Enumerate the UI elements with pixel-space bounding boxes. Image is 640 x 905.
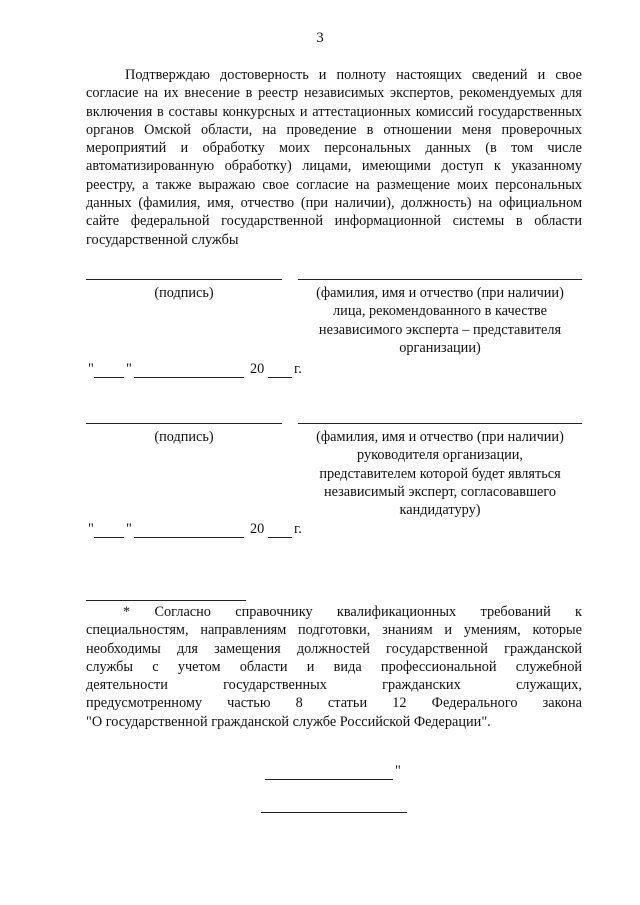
day-blank — [94, 537, 124, 538]
full-name-caption — [298, 284, 582, 357]
caption-line: организации) — [399, 339, 481, 356]
month-blank — [134, 537, 244, 538]
footnote-line: службы с учетом области и вида профессиональной служебной — [86, 658, 582, 675]
footnote-line: специальностям, направлениям подготовки, знаниям и умениям, которые — [86, 622, 582, 639]
closing-quote: " — [395, 763, 401, 779]
year-prefix: 20 — [250, 521, 265, 537]
footnote-separator — [86, 600, 246, 601]
footnote-line: "О государственной гражданской службе Российской Федерации". — [86, 713, 491, 730]
closing-line — [265, 779, 393, 780]
footnote-line: предусмотренному частью 8 статьи 12 Федерального закона — [86, 695, 582, 712]
open-quote: " — [88, 361, 94, 377]
caption-line: представителем которой будет являться — [319, 465, 561, 482]
caption-line: независимый эксперт, согласовавшего — [323, 483, 557, 500]
year-suffix: г. — [294, 521, 302, 537]
footnote-first-line — [86, 603, 582, 621]
open-quote: " — [88, 521, 94, 537]
consent-paragraph: Подтверждаю достоверность и полноту настоящих сведений и свое согласие на их внесение в реестр независимых экспертов, рекомендуемых для включения в составы конкурсных и аттестационных комиссий государственных органов Омской области, на проведение в отношении меня проверочных мероприятий и обработку моих персональных данных (в том числе автоматизированную обработку) лицами, имеющими доступ к указанному реестру, а также выражаю свое согласие на размещение моих персональных данных (фамилия, имя, отчество (при наличии), должность) на официальном сайте федеральной государственной информационной системы в области государственной службы — [86, 67, 582, 248]
caption-line: независимого эксперта – представителя — [318, 321, 562, 338]
caption-line: (фамилия, имя и отчество (при наличии) — [316, 285, 564, 301]
footnote-marker: * — [123, 604, 131, 620]
year-blank — [268, 377, 292, 378]
date-field — [86, 361, 326, 381]
close-quote: " — [126, 521, 132, 537]
day-blank — [94, 377, 124, 378]
date-field — [86, 521, 326, 541]
full-name-line — [298, 423, 582, 424]
year-prefix: 20 — [250, 361, 265, 377]
footnote — [86, 603, 582, 731]
signature-caption: (подпись) — [154, 285, 214, 301]
full-name-line — [298, 279, 582, 280]
footnote-line: необходимы для замещения должностей государственной гражданской — [86, 640, 582, 657]
full-name-caption — [298, 428, 582, 519]
page-number: 3 — [316, 30, 324, 46]
year-blank — [268, 537, 292, 538]
month-blank — [134, 377, 244, 378]
caption-line: руководителя организации, — [357, 447, 523, 464]
close-quote: " — [126, 361, 132, 377]
footnote-line: Согласно справочнику квалификационных требований к — [154, 604, 582, 620]
closing-line — [261, 812, 407, 813]
signature-line — [86, 423, 282, 424]
footnote-line: деятельности государственных гражданских служащих, — [86, 677, 582, 694]
year-suffix: г. — [294, 361, 302, 377]
signature-line — [86, 279, 282, 280]
signature-caption: (подпись) — [154, 429, 214, 445]
caption-line: кандидатуру) — [399, 502, 481, 519]
caption-line: лица, рекомендованного в качестве — [333, 303, 547, 320]
caption-line: (фамилия, имя и отчество (при наличии) — [316, 429, 564, 445]
